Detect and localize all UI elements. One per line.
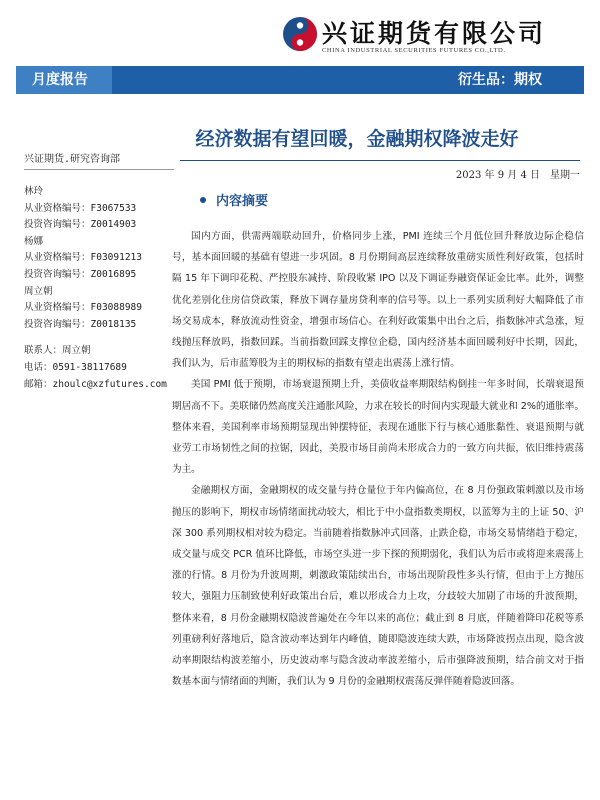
author-sidebar <box>24 150 167 393</box>
contact-phone: 电话：0591-38117689 <box>24 361 127 373</box>
summary-heading: 内容摘要 <box>200 190 268 209</box>
qualification-number: 从业资格编号：F3067533 <box>24 202 137 214</box>
company-name-en: CHINA INDUSTRIAL SECURITIES FUTURES CO.,LTD. <box>322 47 506 54</box>
summary-paragraph: 金融期权方面，金融期权的成交量与持仓量位于年内偏高位，在 8 月份强政策刺激以及市场抛压的影响下，期权市场情绪面扰动较大，相比于中小盘指数类期权，以蓝筹为主的上证 50、沪深 300 系列期权相对较为稳定。当前随着指数脉冲式回落，止跌企稳，市场交易情绪趋于稳定，成交量与成交 PCR 值环比降低，市场空头进一步下探的预期弱化，我们认为后市或将迎来震荡上涨的行情。8 月份为升波周期，刺激政策陆续出台，市场出现阶段性多头行情，但由于上方抛压较大，强阻力压制致使利好政策出台后，难以形成合力上攻，分歧较大加剧了市场的升波预期，整体来看，8 月份金融期权隐波普遍处在今年以来的高位；截止到 8 月底，伴随着降印花税等系列重磅利好落地后，隐含波动率达到年内峰值，随即隐波连续大跌，市场降波拐点出现，隐含波动率期限结构波差缩小，历史波动率与隐含波动率波差缩小，后市强降波预期，结合前文对于指数基本面与情绪面的判断，我们认为 9 月份的金融期权震荡反弹伴随着隐波回落。 <box>172 485 584 688</box>
report-date: 2023 年 9 月 4 日 星期一 <box>455 170 580 181</box>
bullet-icon <box>200 197 206 203</box>
contact-email[interactable]: 邮箱：zhoulc@xzfutures.com <box>24 378 167 390</box>
analyst-name: 周立朝 <box>24 285 53 297</box>
report-category: 衍生品：期权 <box>458 72 542 88</box>
analyst-block <box>24 234 164 284</box>
analyst-name: 林玲 <box>24 186 44 197</box>
report-type: 月度报告 <box>16 66 112 94</box>
summary-body <box>172 226 584 692</box>
header-banner <box>16 66 584 94</box>
analyst-block <box>24 184 164 234</box>
qualification-number: 从业资格编号：F03091213 <box>24 252 142 264</box>
advisor-number: 投资咨询编号：Z0014903 <box>24 219 137 231</box>
analyst-name: 杨娜 <box>24 235 44 247</box>
company-logo-icon <box>282 16 318 52</box>
advisor-number: 投资咨询编号：Z0018135 <box>24 318 137 330</box>
company-logo <box>282 14 582 58</box>
contact-person: 联系人：周立朝 <box>24 345 91 357</box>
summary-paragraph: 美国 PMI 低于预期，市场衰退预期上升，美债收益率期限结构倒挂一年多时间，长端衰退预期居高不下。美联储仍然高度关注通胀风险，力求在较长的时间内实现最大就业和 2%的通胀率。整体来看，美国利率市场预期显现出钟摆特征，表现在通胀下行与核心通胀黏性、衰退预期与就业劳工市场韧性之间的拉锯，因此，美股市场目前尚未形成合力的一致方向共振，依旧维持震荡为主。 <box>172 379 584 476</box>
qualification-number: 从业资格编号：F03088989 <box>24 302 142 314</box>
summary-paragraph: 国内方面，供需两端联动回升，价格同步上涨，PMI 连续三个月低位回升释放边际企稳信号，基本面回暖的基础有望进一步巩固。8 月份期间高层连续释放重磅实质性利好政策，包括时隔 15 年下调印花税、严控股东减持、阶段收紧 IPO 以及下调证券融资保证金比率。此外，调整优化差别化住房信贷政策，释放下调存量房贷利率的信号等。以上一系列实质利好大幅降低了市场交易成本，释放流动性资金，增强市场信心。在利好政策集中出台之后，指数脉冲式急涨，短线抛压释放吗，指数回踩。当前指数回踩支撑位企稳，国内经济基本面回暖利好中长期，因此，我们认为，后市蓝筹股为主的期权标的指数有望走出震荡上涨行情。 <box>172 231 584 370</box>
report-title: 经济数据有望回暖，金融期权降波走好 <box>195 128 519 150</box>
department-name: 兴证期货.研究咨询部 <box>24 150 174 170</box>
advisor-number: 投资咨询编号：Z0016895 <box>24 268 137 280</box>
company-name-cn: 兴证期货有限公司 <box>322 19 547 48</box>
title-divider <box>180 160 580 161</box>
analyst-block <box>24 284 164 334</box>
